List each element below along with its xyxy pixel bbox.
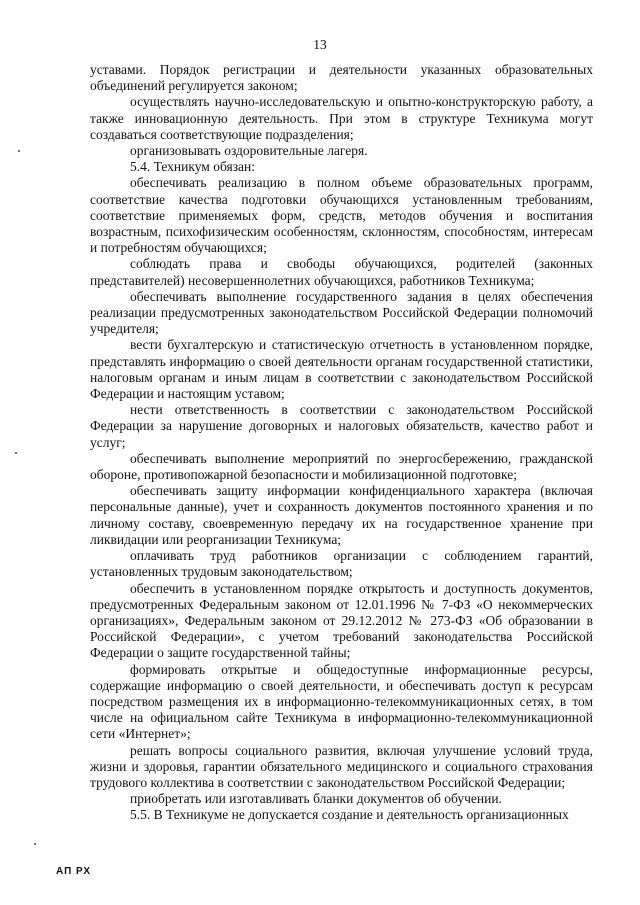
page-number: 13 — [313, 37, 327, 52]
paragraph: приобретать или изготавливать бланки документов об обучении. — [130, 791, 502, 807]
paragraph: обеспечить в установленном порядке открытость и доступность документов, предусмотренных Федеральным законом от 12.01.1996 № 7-ФЗ «О некоммерческих организациях», Федеральным законом от 29.12.2012 № 273-ФЗ «Об образовании в Российской Федерации», с учетом требований законодательства Российской Федерации о защите государственной тайны; — [90, 580, 593, 661]
paragraph: оплачивать труд работников организации с соблюдением гарантий, установленных трудовым законодательством; — [90, 548, 593, 580]
paragraph: формировать открытые и общедоступные информационные ресурсы, содержащие информацию о своей деятельности, и обеспечивать доступ к ресурсам посредством размещения их в информационно-телекоммуникационных сетях, в том числе на официальном сайте Техникума в информационно-телекоммуникационной сети «Интернет»; — [90, 661, 593, 742]
paragraph: 5.4. Техникум обязан: — [130, 159, 256, 175]
paragraph: обеспечивать выполнение мероприятий по энергосбережению, гражданской обороне, противопожарной безопасности и мобилизационной подготовке; — [90, 450, 593, 483]
archive-stamp: АП РХ — [56, 866, 92, 877]
paragraph: обеспечивать выполнение государственного задания в целях обеспечения реализации предусмотренных законодательством Российской Федерации полномочий учредителя; — [90, 288, 593, 337]
paragraph: решать вопросы социального развития, включая улучшение условий труда, жизни и здоровья, гарантии обязательного медицинского и социального страхования трудового коллектива в соответствии с законодательством Российской Федерации; — [90, 742, 593, 790]
paragraph: нести ответственность в соответствии с законодательством Российской Федерации за нарушение договорных и налоговых обязательств, качество работ и услуг; — [90, 402, 593, 450]
paragraph: соблюдать права и свободы обучающихся, родителей (законных представителей) несовершеннолетних обучающихся, работников Техникума; — [90, 256, 593, 288]
paragraph: вести бухгалтерскую и статистическую отчетность в установленном порядке, представлять информацию о своей деятельности органам государственной статистики, налоговым органам и иным лицам в соответствии с законодательством Российской Федерации и настоящим уставом; — [90, 337, 593, 402]
document-body — [90, 62, 593, 824]
scan-speck — [15, 452, 17, 454]
paragraph: обеспечивать реализацию в полном объеме образовательных программ, соответствие качества подготовки обучающихся установленным требованиям, соответствие применяемых форм, средств, методов обучения и воспитания возрастным, психофизическим особенностям, склонностям, способностям, интересам и потребностям обучающихся; — [90, 175, 593, 256]
paragraph: 5.5. В Техникуме не допускается создание и деятельность организационных — [130, 807, 569, 823]
scan-speck — [18, 150, 20, 152]
paragraph: организовывать оздоровительные лагеря. — [130, 143, 368, 159]
paragraph: уставами. Порядок регистрации и деятельности указанных образовательных объединений регулируется законом; — [90, 62, 593, 94]
paragraph: обеспечивать защиту информации конфиденциального характера (включая персональные данные), учет и сохранность документов постоянного хранения и по личному составу, своевременную передачу их на государственное хранение при ликвидации или реорганизации Техникума; — [90, 483, 593, 547]
scan-speck — [34, 843, 36, 845]
paragraph: осуществлять научно-исследовательскую и опытно-конструкторскую работу, а также инновационную деятельность. При этом в структуре Техникума могут создаваться соответствующие подразделения; — [90, 94, 593, 142]
